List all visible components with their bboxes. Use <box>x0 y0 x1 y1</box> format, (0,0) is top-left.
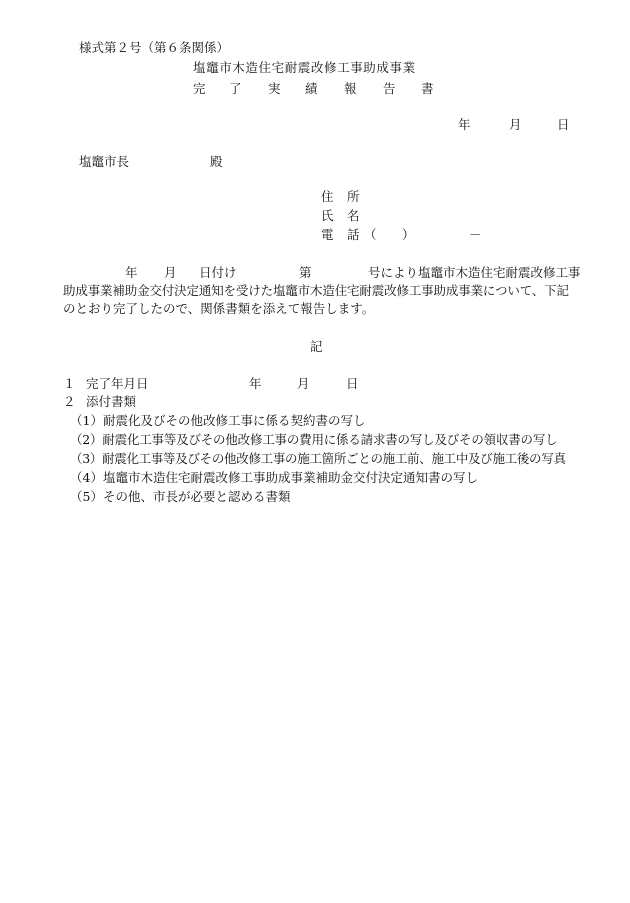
body-dated: 日付け <box>199 265 237 280</box>
title-char: 実 <box>268 81 281 96</box>
item2-number: ２ <box>63 394 76 409</box>
address-label-char: 住 <box>321 189 334 204</box>
body-number-prefix: 第 <box>299 265 312 280</box>
item1-month: 月 <box>297 376 310 391</box>
body-line3: のとおり完了したので、関係書類を添えて報告します。 <box>63 301 375 316</box>
phone-close-paren: ） <box>402 227 415 242</box>
item2-label: 添付書類 <box>86 394 137 409</box>
attachment-item: （4）塩竈市木造住宅耐震改修工事助成事業補助金交付決定通知書の写し <box>70 470 478 485</box>
name-label-char: 氏 <box>321 208 334 223</box>
address-label-char: 所 <box>347 189 360 204</box>
item1-label: 完了年月日 <box>86 376 149 391</box>
item1-number: １ <box>63 376 76 391</box>
addressee-name: 塩竈市長 <box>79 154 130 169</box>
title-char: 報 <box>344 81 357 96</box>
title-char: 告 <box>383 81 396 96</box>
title-char: 完 <box>193 81 206 96</box>
title-char: 書 <box>421 81 434 96</box>
item1-day: 日 <box>346 376 359 391</box>
date-month-label: 月 <box>509 117 522 132</box>
name-label-char: 名 <box>347 208 360 223</box>
date-day-label: 日 <box>557 117 570 132</box>
body-line2: 助成事業補助金交付決定通知を受けた塩竈市木造住宅耐震改修工事助成事業について、下記 <box>63 283 569 298</box>
body-month: 月 <box>164 265 177 280</box>
attachment-item: （3）耐震化工事等及びその他改修工事の施工箇所ごとの施工前、施工中及び施工後の写真 <box>70 451 566 466</box>
attachment-item: （2）耐震化工事等及びその他改修工事の費用に係る請求書の写し及びその領収書の写し <box>70 432 558 447</box>
ki-heading: 記 <box>310 339 323 354</box>
phone-label-char: 電 <box>321 227 334 242</box>
item1-year: 年 <box>249 376 262 391</box>
title-char: 了 <box>229 81 242 96</box>
phone-dash: － <box>469 227 482 242</box>
attachment-item: （5）その他、市長が必要と認める書類 <box>70 489 291 504</box>
body-line1-rest: 号により塩竈市木造住宅耐震改修工事 <box>368 265 581 280</box>
date-year-label: 年 <box>458 117 471 132</box>
phone-label-char: 話 <box>347 227 360 242</box>
addressee-honorific: 殿 <box>210 154 223 169</box>
form-number: 様式第２号（第６条関係） <box>79 40 230 55</box>
body-year: 年 <box>125 265 138 280</box>
phone-open-paren: （ <box>364 227 377 242</box>
title-char: 績 <box>305 81 318 96</box>
attachment-item: （1）耐震化及びその他改修工事に係る契約書の写し <box>70 413 366 428</box>
document-title-line1: 塩竈市木造住宅耐震改修工事助成事業 <box>193 60 416 75</box>
